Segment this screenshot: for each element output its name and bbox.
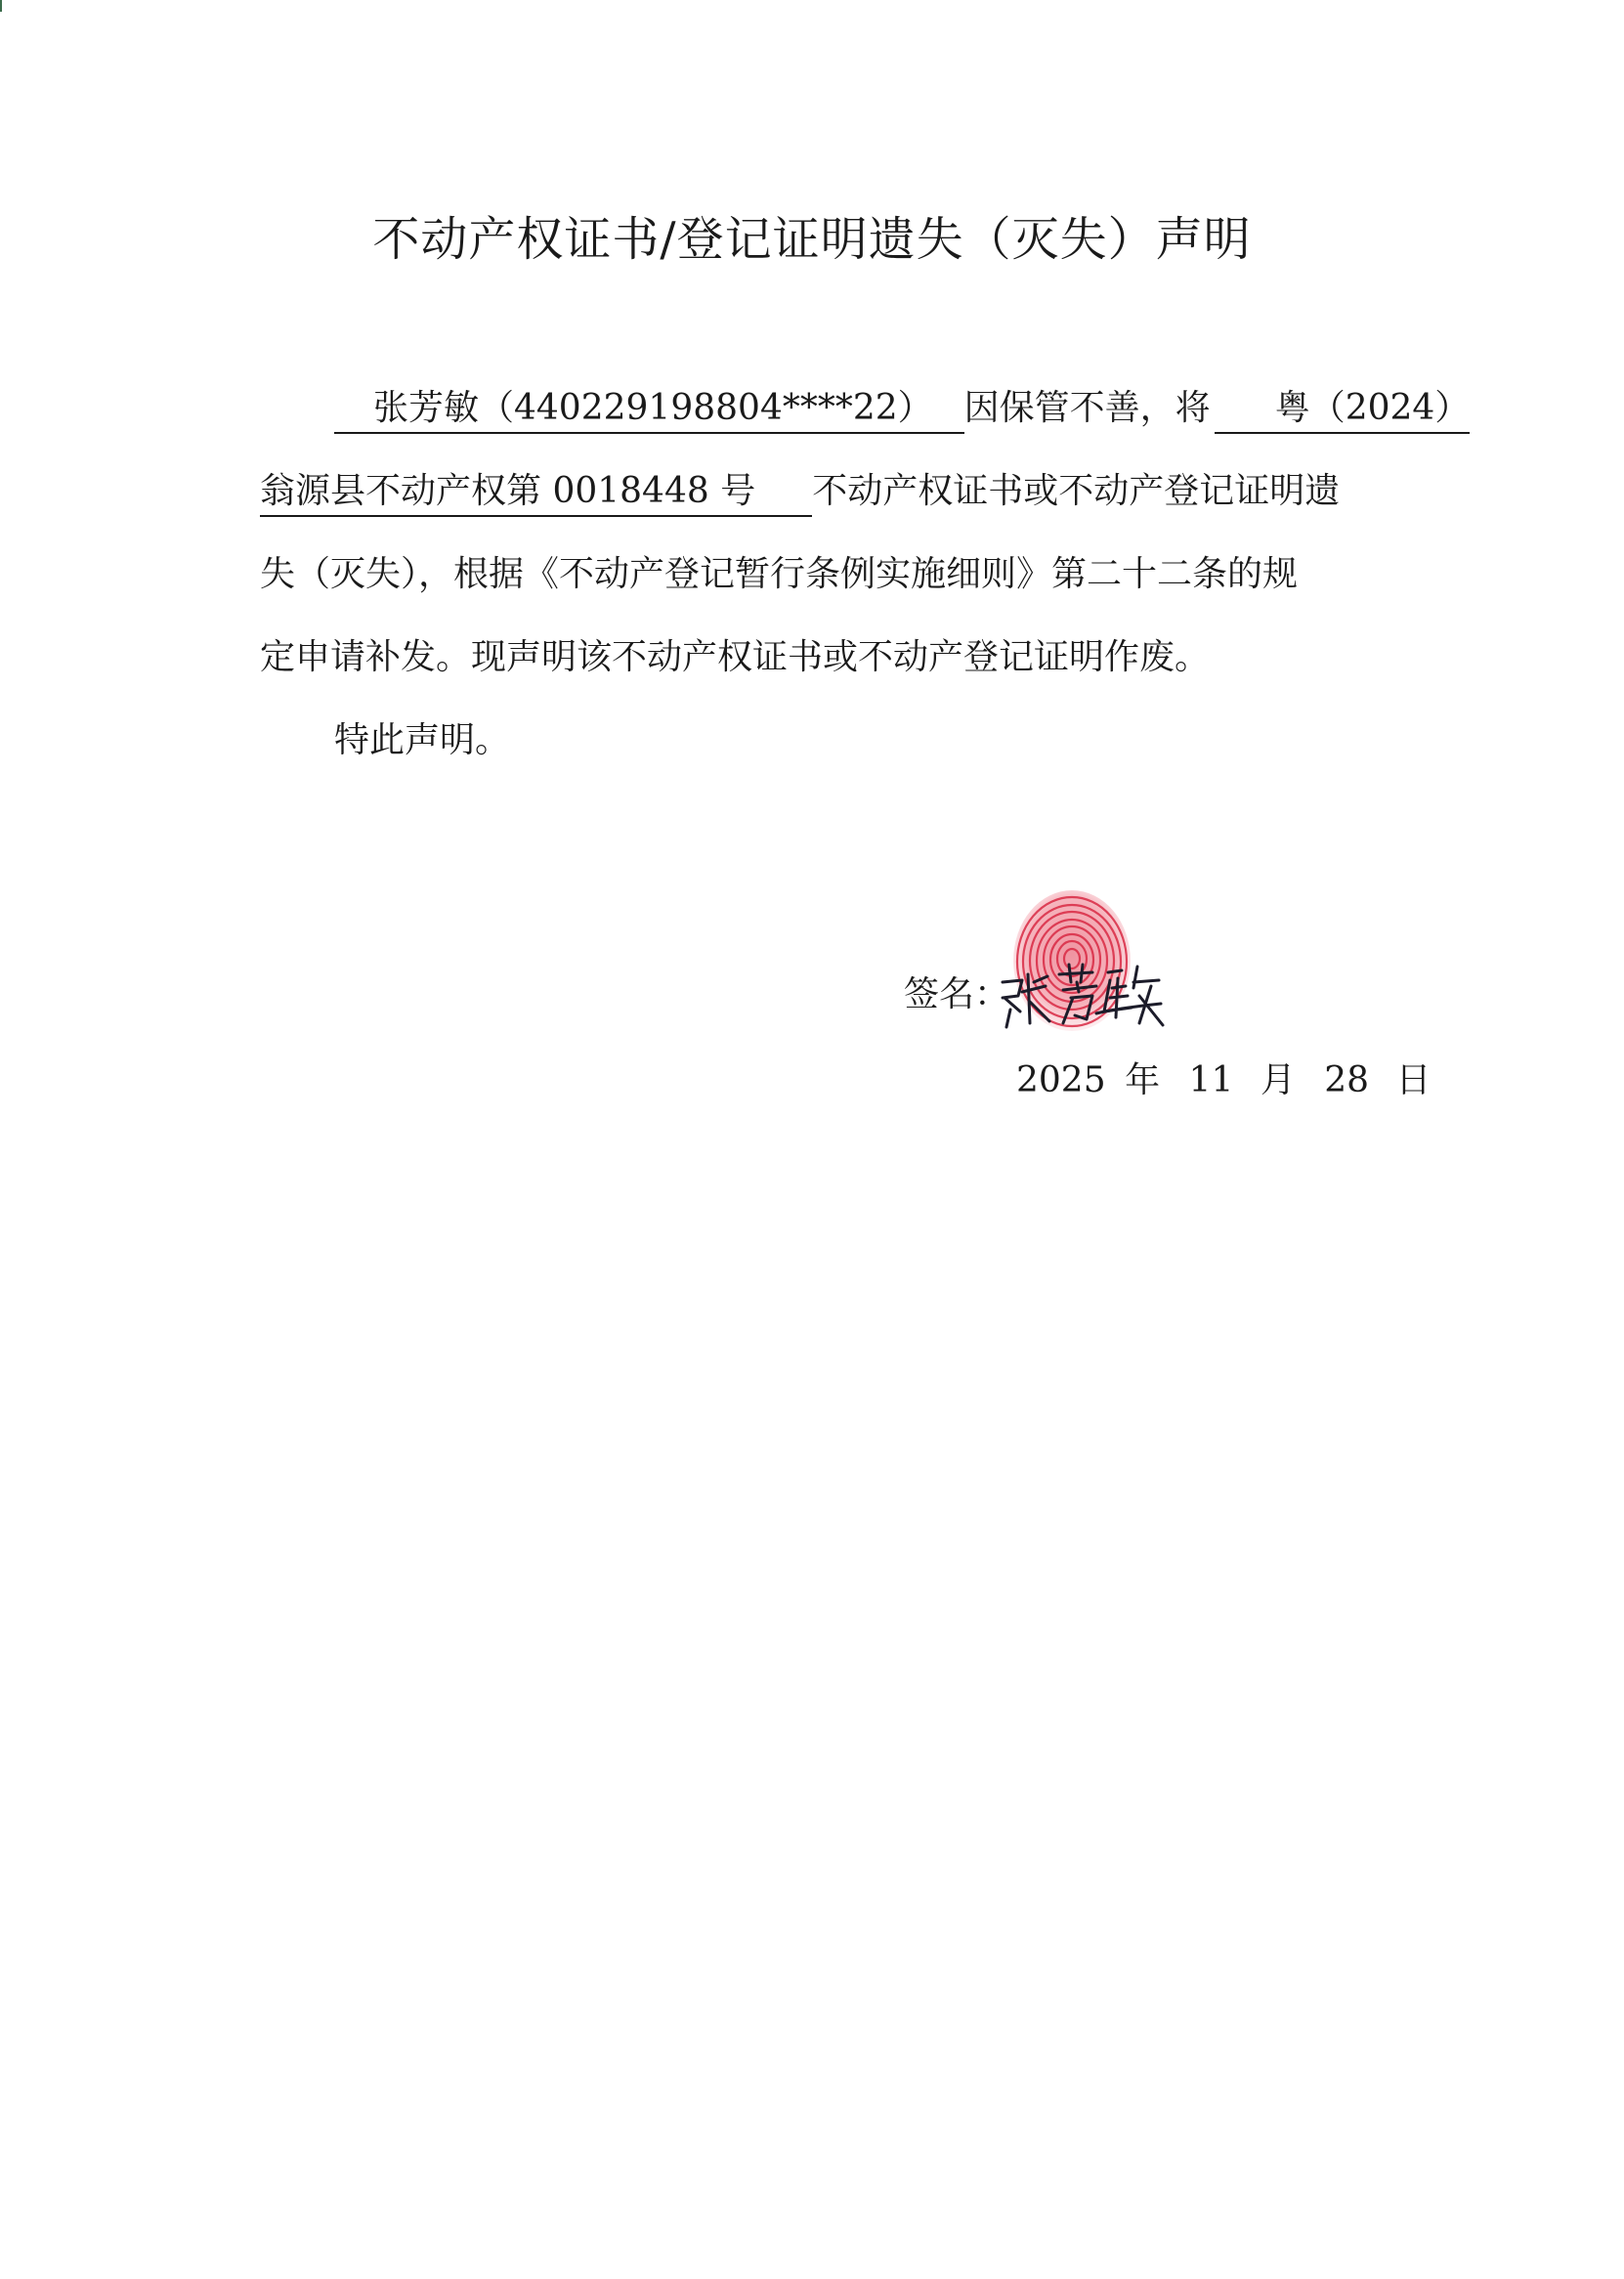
declarant-name-blank bbox=[334, 387, 964, 434]
paragraph-line-2 bbox=[260, 466, 1340, 517]
date-month: 11 bbox=[1188, 1060, 1234, 1100]
handwritten-signature bbox=[995, 953, 1166, 1036]
paragraph-line-4 bbox=[260, 632, 1210, 683]
date-day-unit: 日 bbox=[1395, 1060, 1432, 1100]
date-year-unit: 年 bbox=[1125, 1060, 1161, 1100]
scan-edge-mark bbox=[0, 0, 2, 12]
certificate-number: 翁源县不动产权第 0018448 号 bbox=[260, 471, 756, 511]
date-day: 28 bbox=[1324, 1060, 1370, 1100]
declaration-date bbox=[1016, 1055, 1432, 1106]
paragraph-line-3 bbox=[260, 549, 1298, 600]
certificate-number-blank bbox=[260, 470, 812, 517]
document-title: 不动产权证书/登记证明遗失（灭失）声明 bbox=[372, 212, 1252, 267]
date-month-unit: 月 bbox=[1260, 1060, 1296, 1100]
closing-statement bbox=[334, 715, 510, 766]
void-declaration-text: 定申请补发。现声明该不动产权证书或不动产登记证明作废。 bbox=[260, 637, 1211, 677]
lost-document-text: 不动产权证书或不动产登记证明遗 bbox=[812, 471, 1341, 511]
date-year: 2025 bbox=[1016, 1060, 1106, 1100]
regulation-text: 失（灭失），根据《不动产登记暂行条例实施细则》第二十二条的规 bbox=[260, 554, 1299, 594]
certificate-prefix: 粤（2024） bbox=[1274, 388, 1471, 428]
declarant-name-id: 张芳敏（440229198804****22） bbox=[373, 388, 933, 428]
paragraph-line-1 bbox=[334, 383, 1470, 434]
reason-text: 因保管不善，将 bbox=[963, 388, 1211, 428]
closing-text: 特此声明。 bbox=[334, 720, 511, 760]
signature-label: 签名： bbox=[904, 974, 1010, 1014]
certificate-prefix-blank bbox=[1215, 387, 1471, 434]
